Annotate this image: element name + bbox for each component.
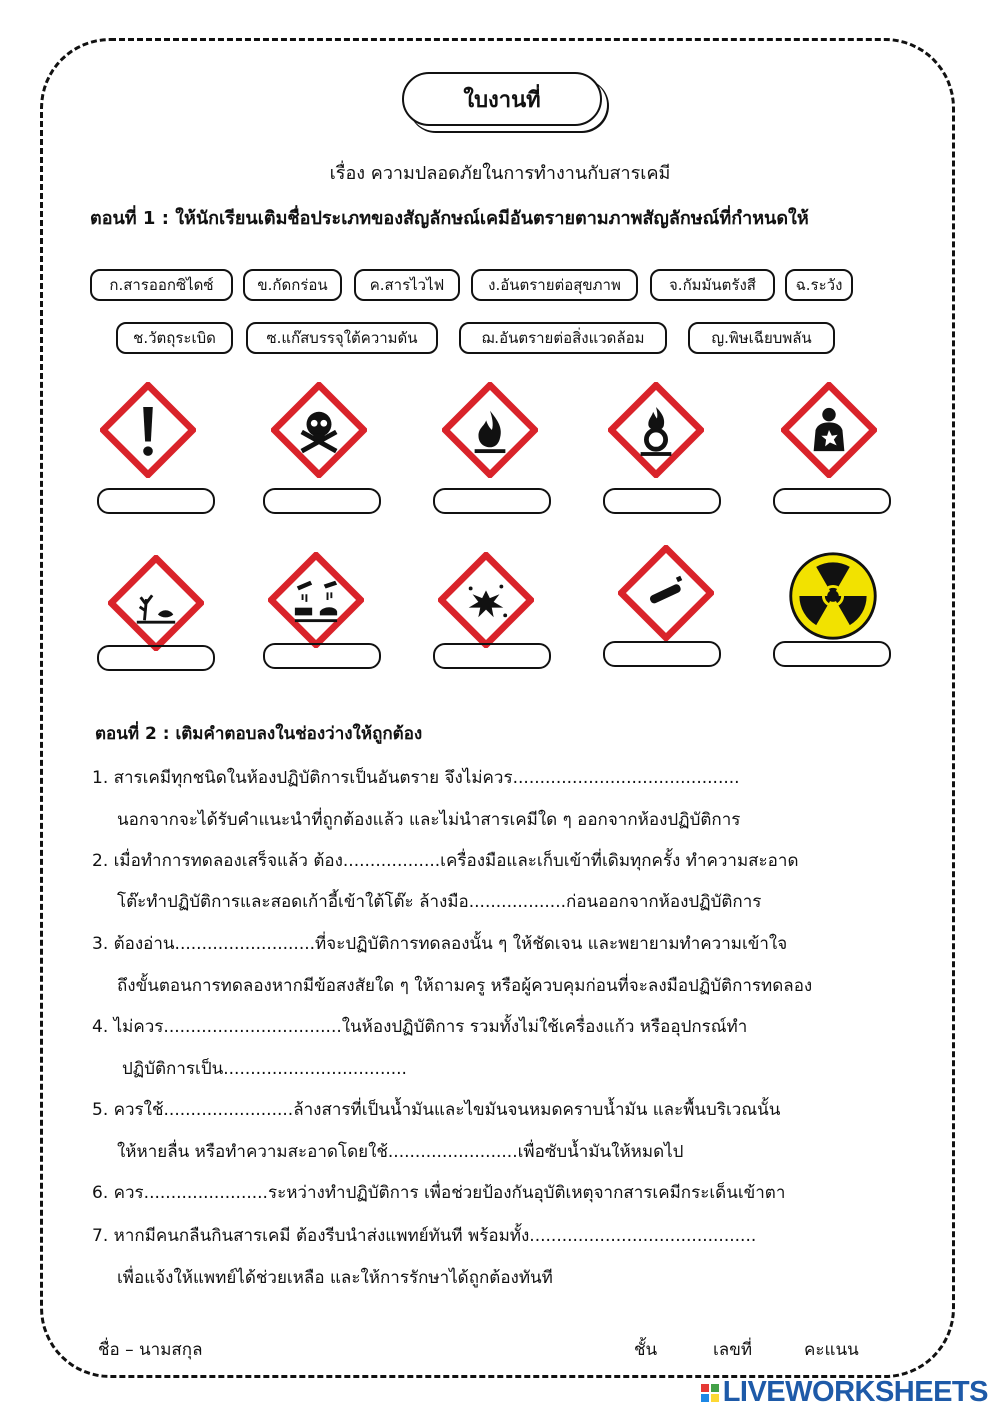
class-label: ชั้น [634, 1340, 658, 1360]
answer-box[interactable] [97, 645, 215, 671]
page-border [40, 38, 955, 1378]
option-chip: ซ.แก๊สบรรจุใต้ความดัน [246, 322, 438, 354]
flame-over-circle-icon [608, 382, 704, 478]
worksheet-title: ใบงานที่ [402, 72, 602, 126]
question-line: นอกจากจะได้รับคำแนะนำที่ถูกต้องแล้ว และไม่นำสารเคมีใด ๆ ออกจากห้องปฏิบัติการ [117, 810, 741, 830]
question-line: ถึงขั้นตอนการทดลองหากมีข้อสงสัยใด ๆ ให้ถามครู หรือผู้ควบคุมก่อนที่จะลงมือปฏิบัติการทดลอง [117, 976, 813, 996]
option-chip: ญ.พิษเฉียบพลัน [688, 322, 835, 354]
option-chip: ค.สารไวไฟ [354, 269, 460, 301]
question-line: เพื่อแจ้งให้แพทย์ได้ช่วยเหลือ และให้การรักษาได้ถูกต้องทันที [117, 1268, 553, 1288]
answer-box[interactable] [97, 488, 215, 514]
question-line: 5. ควรใช้........................ล้างสารที่เป็นน้ำมันและไขมันจนหมดคราบน้ำมัน และพื้นบริเวณนั้น [92, 1100, 781, 1120]
question-line: 1. สารเคมีทุกชนิดในห้องปฏิบัติการเป็นอันตราย จึงไม่ควร.......................................... [92, 768, 740, 788]
exclamation-mark-icon [100, 382, 196, 478]
answer-box[interactable] [433, 488, 551, 514]
number-label: เลขที่ [713, 1340, 753, 1360]
option-chip: ฌ.อันตรายต่อสิ่งแวดล้อม [459, 322, 667, 354]
question-line: 4. ไม่ควร.................................ในห้องปฏิบัติการ รวมทั้งไม่ใช้เครื่องแก้ว หรืออุปกรณ์ทำ [92, 1017, 748, 1037]
answer-box[interactable] [773, 641, 891, 667]
watermark-text: LIVEWORKSHEETS [722, 1376, 988, 1408]
radiation-icon [785, 548, 881, 644]
option-chip: ช.วัตถุระเบิด [116, 322, 233, 354]
answer-box[interactable] [263, 488, 381, 514]
question-line: 7. หากมีคนกลืนกินสารเคมี ต้องรีบนำส่งแพทย์ทันที พร้อมทั้ง.......................................... [92, 1226, 757, 1246]
option-chip: จ.กัมมันตรังสี [650, 269, 775, 301]
option-chip: ฉ.ระวัง [785, 269, 853, 301]
option-chip: ข.กัดกร่อน [243, 269, 342, 301]
question-line: ปฏิบัติการเป็น.................................. [122, 1059, 407, 1079]
explosion-icon [438, 552, 534, 648]
corrosion-icon [268, 552, 364, 648]
question-line: 6. ควร.......................ระหว่างทำปฏิบัติการ เพื่อช่วยป้องกันอุบัติเหตุจากสารเคมีกระเด็นเข้าตา [92, 1183, 786, 1203]
answer-box[interactable] [433, 643, 551, 669]
question-line: 3. ต้องอ่าน..........................ที่จะปฏิบัติการทดลองนั้น ๆ ให้ชัดเจน และพยายามทำความเข้าใจ [92, 934, 788, 954]
option-chip: ง.อันตรายต่อสุขภาพ [471, 269, 638, 301]
part1-instruction: ตอนที่ 1 : ให้นักเรียนเติมชื่อประเภทของสัญลักษณ์เคมีอันตรายตามภาพสัญลักษณ์ที่กำหนดให้ [90, 208, 809, 229]
environment-hazard-icon [108, 555, 204, 651]
question-line: 2. เมื่อทำการทดลองเสร็จแล้ว ต้อง..................เครื่องมือและเก็บเข้าที่เดิมทุกครั้ง ทำความสะอาด [92, 851, 799, 871]
name-label: ชื่อ – นามสกุล [98, 1340, 203, 1360]
answer-box[interactable] [603, 641, 721, 667]
score-label: คะแนน [804, 1340, 859, 1360]
question-line: ให้หายลื่น หรือทำความสะอาดโดยใช้........................เพื่อซับน้ำมันให้หมดไป [117, 1142, 684, 1162]
liveworksheets-logo-icon [701, 1384, 719, 1402]
question-line: โต๊ะทำปฏิบัติการและสอดเก้าอี้เข้าใต้โต๊ะ ล้างมือ..................ก่อนออกจากห้องปฏิบัติการ [117, 892, 762, 912]
answer-box[interactable] [773, 488, 891, 514]
liveworksheets-watermark [701, 1376, 988, 1409]
worksheet-subtitle: เรื่อง ความปลอดภัยในการทำงานกับสารเคมี [329, 163, 671, 184]
answer-box[interactable] [603, 488, 721, 514]
gas-cylinder-icon [618, 545, 714, 641]
skull-crossbones-icon [271, 382, 367, 478]
option-chip: ก.สารออกซิไดซ์ [90, 269, 233, 301]
answer-box[interactable] [263, 643, 381, 669]
health-hazard-icon [781, 382, 877, 478]
flame-icon [442, 382, 538, 478]
part2-instruction: ตอนที่ 2 : เติมคำตอบลงในช่องว่างให้ถูกต้อง [95, 724, 423, 744]
